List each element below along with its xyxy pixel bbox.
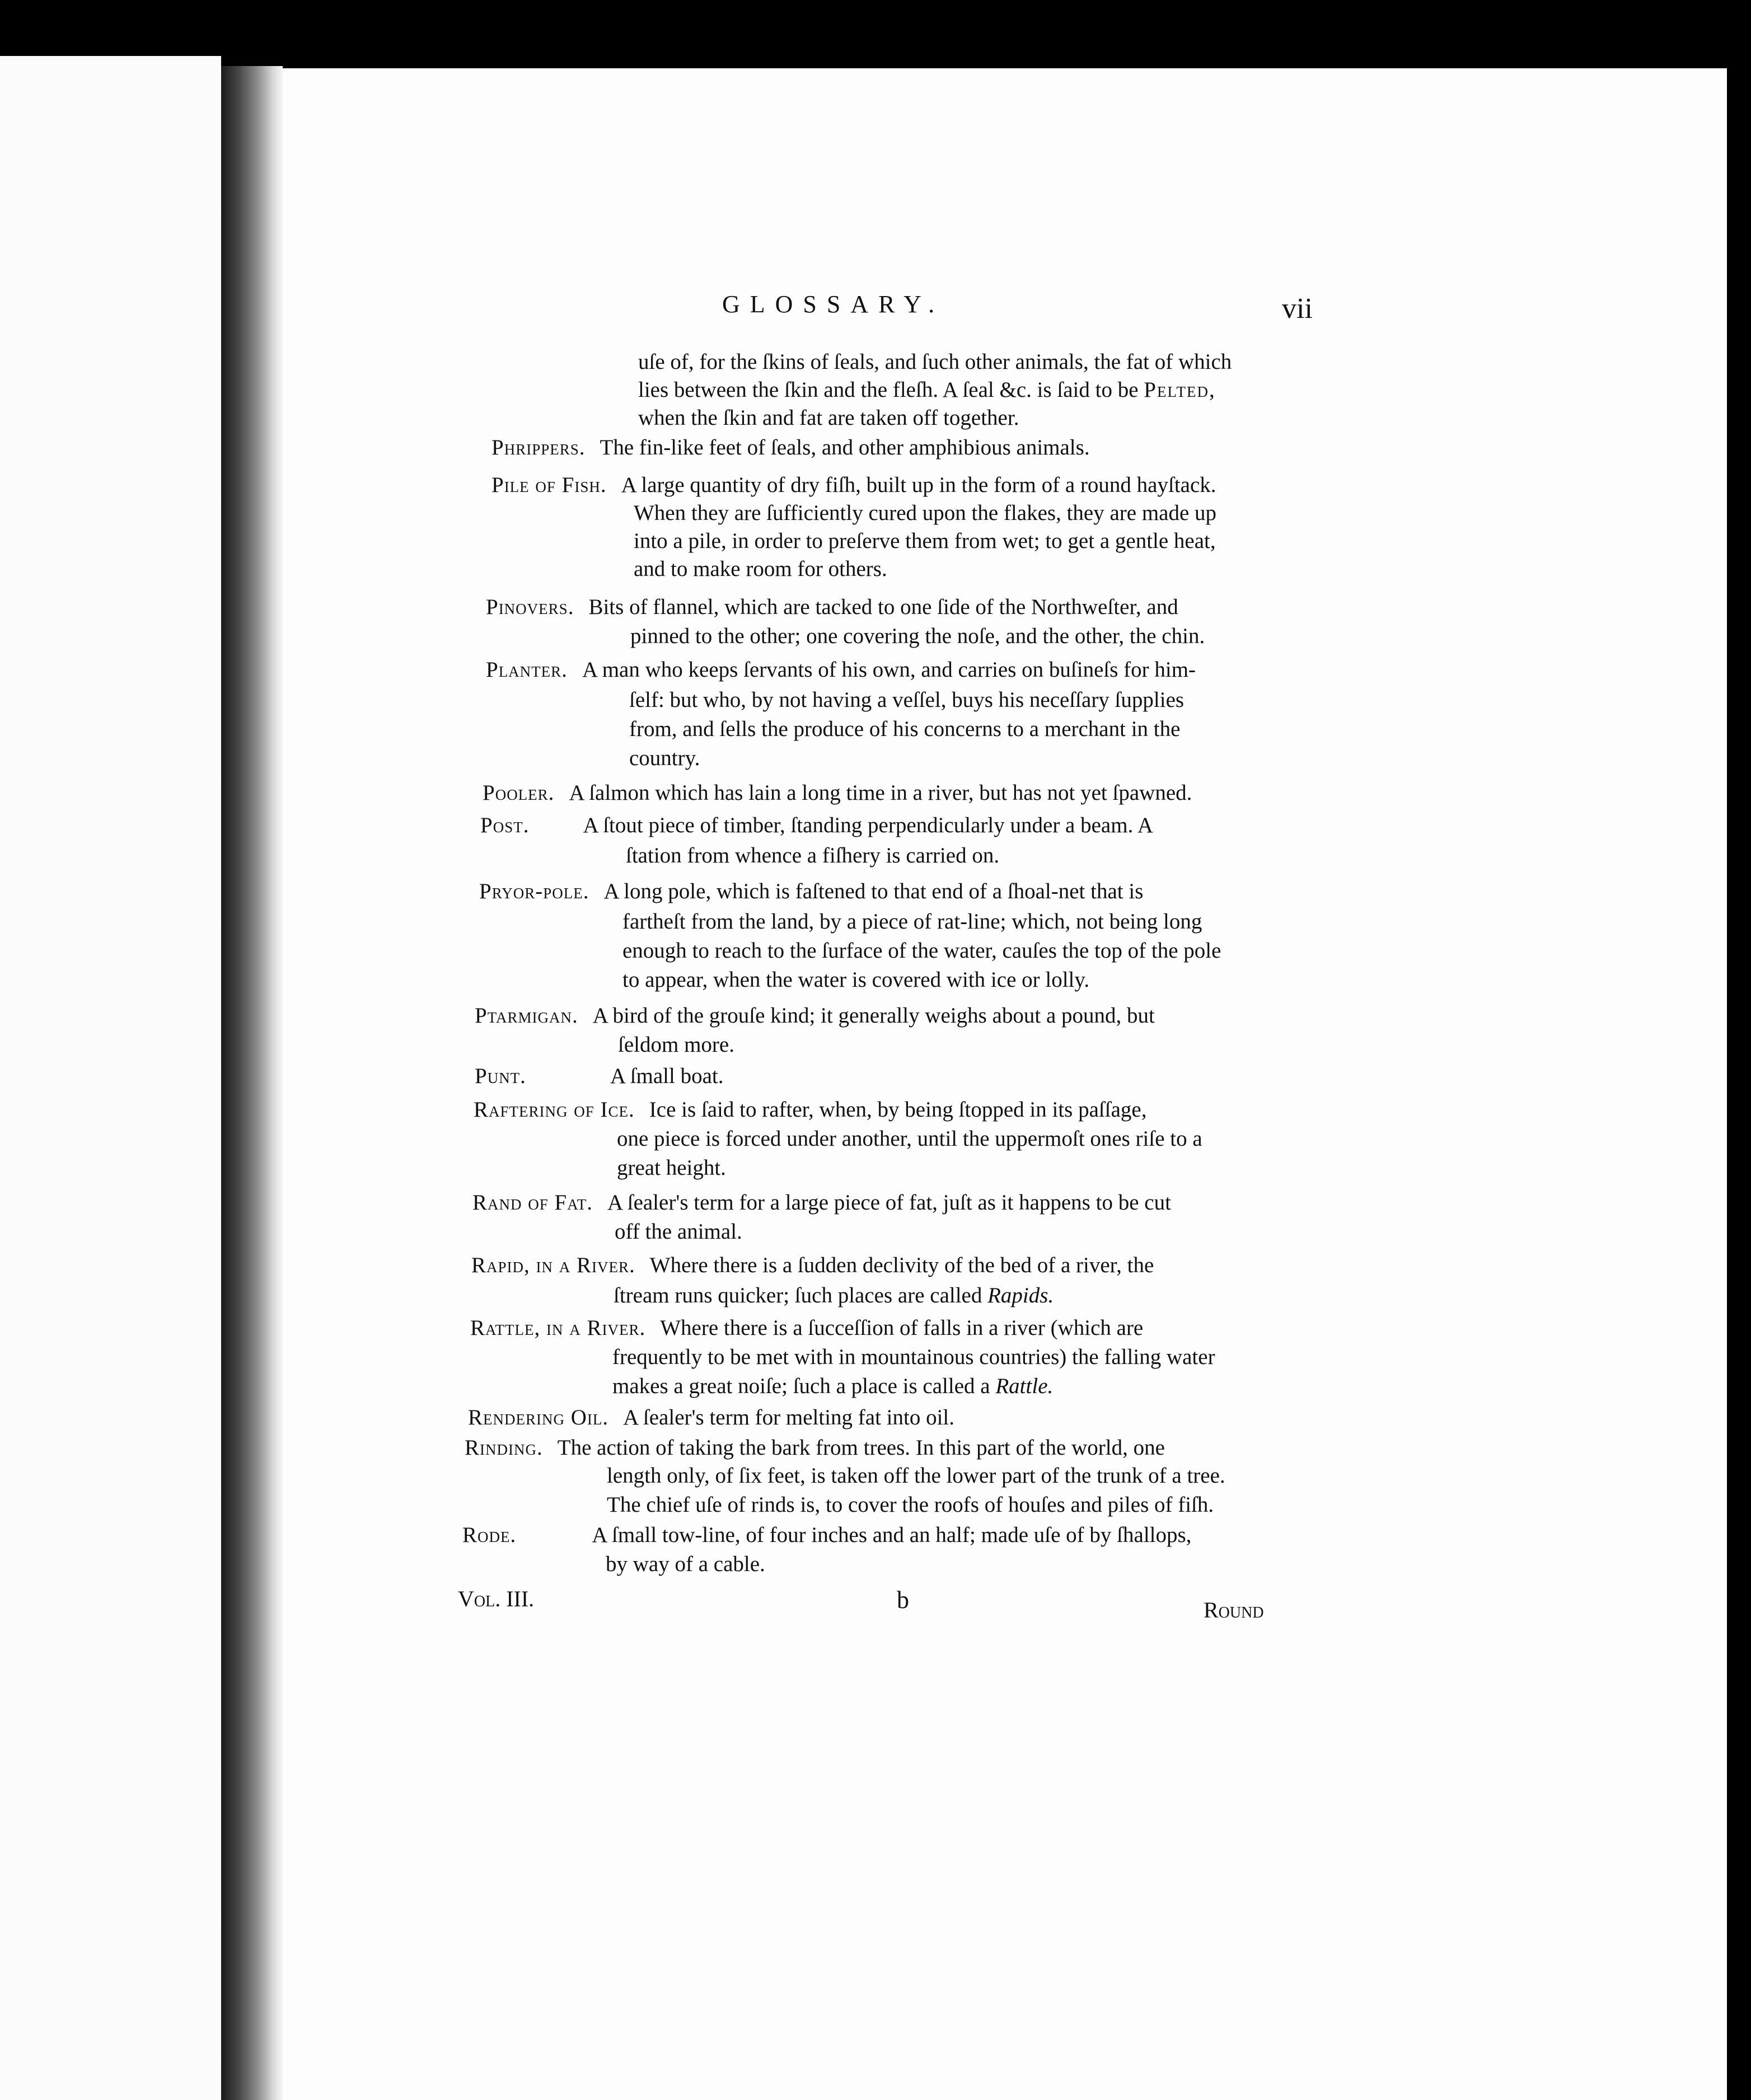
headword: Rattle, in a River.: [470, 1316, 646, 1340]
entry-line: Rinding. The action of taking the bark from trees. In this part of the world, one: [465, 1436, 1165, 1460]
entry-line: off the animal.: [615, 1220, 742, 1244]
entry-line: enough to reach to the ſurface of the water, cauſes the top of the pole: [622, 939, 1221, 963]
entry-line: Post. A ſtout piece of timber, ſtanding perpendicularly under a beam. A: [480, 813, 1154, 837]
inline-term: Pelted,: [1144, 378, 1216, 402]
italic-term: Rattle.: [995, 1374, 1054, 1398]
entry-line: when the ſkin and fat are taken off together.: [638, 406, 1019, 430]
headword: Pryor-pole.: [479, 879, 589, 903]
entry-line: Rendering Oil. A ſealer's term for melting fat into oil.: [468, 1405, 955, 1429]
entry-line: frequently to be met with in mountainous countries) the falling water: [612, 1345, 1215, 1369]
entry-line: length only, of ſix feet, is taken off the lower part of the trunk of a tree.: [607, 1464, 1225, 1488]
entry-line: Pryor-pole. A long pole, which is faſtened to that end of a ſhoal-net that is: [479, 879, 1144, 903]
entry-line: Punt. A ſmall boat.: [475, 1064, 724, 1088]
entry-line: Ptarmigan. A bird of the grouſe kind; it generally weighs about a pound, but: [475, 1004, 1155, 1028]
entry-line: makes a great noiſe; ſuch a place is called a Rattle.: [612, 1374, 1054, 1398]
volume-footer: Vol. III.: [458, 1586, 535, 1611]
headword: Rapid, in a River.: [471, 1253, 635, 1277]
headword: Phrippers.: [491, 435, 586, 460]
entry-line: Rapid, in a River. Where there is a ſudden declivity of the bed of a river, the: [471, 1253, 1154, 1277]
entry-line: to appear, when the water is covered with ice or lolly.: [622, 968, 1090, 992]
entry-line: pinned to the other; one covering the noſe, and the other, the chin.: [630, 624, 1205, 648]
entry-line: lies between the ſkin and the fleſh. A ſeal &c. is ſaid to be Pelted,: [638, 378, 1216, 402]
entry-line: uſe of, for the ſkins of ſeals, and ſuch other animals, the fat of which: [638, 350, 1232, 374]
entry-line: ſtation from whence a fiſhery is carried on.: [626, 843, 1000, 868]
entry-line: Raftering of Ice. Ice is ſaid to rafter, when, by being ſtopped in its paſſage,: [474, 1098, 1147, 1122]
left-page-edge: [0, 56, 221, 2100]
headword: Post.: [480, 813, 530, 837]
entry-line: When they are ſufficiently cured upon the flakes, they are made up: [634, 501, 1217, 525]
entry-line: great height.: [617, 1156, 726, 1180]
headword: Raftering of Ice.: [474, 1098, 635, 1122]
entry-line: Pile of Fish. A large quantity of dry fiſh, built up in the form of a round hayſtack.: [491, 473, 1216, 497]
entry-line: ſtream runs quicker; ſuch places are called Rapids.: [614, 1283, 1054, 1307]
book-gutter-shadow: [221, 66, 283, 2100]
headword: Rinding.: [465, 1436, 543, 1460]
entry-line: by way of a cable.: [606, 1552, 765, 1576]
italic-term: Rapids.: [987, 1283, 1054, 1307]
catchword: Round: [1204, 1597, 1264, 1623]
entry-line: into a pile, in order to preſerve them from wet; to get a gentle heat,: [634, 529, 1216, 553]
headword: Pile of Fish.: [491, 473, 607, 497]
entry-line: Pinovers. Bits of flannel, which are tacked to one ſide of the Northweſter, and: [486, 595, 1178, 619]
headword: Rode.: [462, 1523, 517, 1547]
headword: Planter.: [486, 658, 568, 682]
headword: Punt.: [475, 1064, 526, 1088]
entry-line: Rattle, in a River. Where there is a ſucceſſion of falls in a river (which are: [470, 1316, 1144, 1340]
entry-line: fartheſt from the land, by a piece of rat-line; which, not being long: [622, 910, 1202, 934]
entry-line: ſeldom more.: [618, 1033, 734, 1057]
headword: Pooler.: [483, 781, 555, 805]
entry-line: ſelf: but who, by not having a veſſel, buys his neceſſary ſupplies: [629, 688, 1184, 712]
entry-line: Planter. A man who keeps ſervants of his own, and carries on buſineſs for him-: [486, 658, 1196, 682]
entry-line: Phrippers. The fin-like feet of ſeals, and other amphibious animals.: [491, 435, 1090, 460]
entry-line: Rode. A ſmall tow-line, of four inches and an half; made uſe of by ſhallops,: [462, 1523, 1192, 1547]
entry-line: from, and ſells the produce of his concerns to a merchant in the: [629, 717, 1181, 741]
entry-line: country.: [629, 746, 700, 770]
entry-line: Rand of Fat. A ſealer's term for a large piece of fat, juſt as it happens to be cut: [472, 1190, 1171, 1215]
entry-line: The chief uſe of rinds is, to cover the roofs of houſes and piles of fiſh.: [607, 1493, 1214, 1517]
entry-line: one piece is forced under another, until the uppermoſt ones riſe to a: [617, 1127, 1202, 1151]
headword: Rendering Oil.: [468, 1405, 609, 1429]
headword: Ptarmigan.: [475, 1004, 578, 1028]
entry-line: and to make room for others.: [634, 557, 887, 581]
running-head: GLOSSARY.: [722, 290, 945, 318]
headword: Pinovers.: [486, 595, 574, 619]
entry-line: Pooler. A ſalmon which has lain a long time in a river, but has not yet ſpawned.: [483, 781, 1192, 805]
signature-mark: b: [897, 1586, 909, 1614]
page-number: vii: [1282, 293, 1313, 325]
headword: Rand of Fat.: [472, 1190, 593, 1215]
